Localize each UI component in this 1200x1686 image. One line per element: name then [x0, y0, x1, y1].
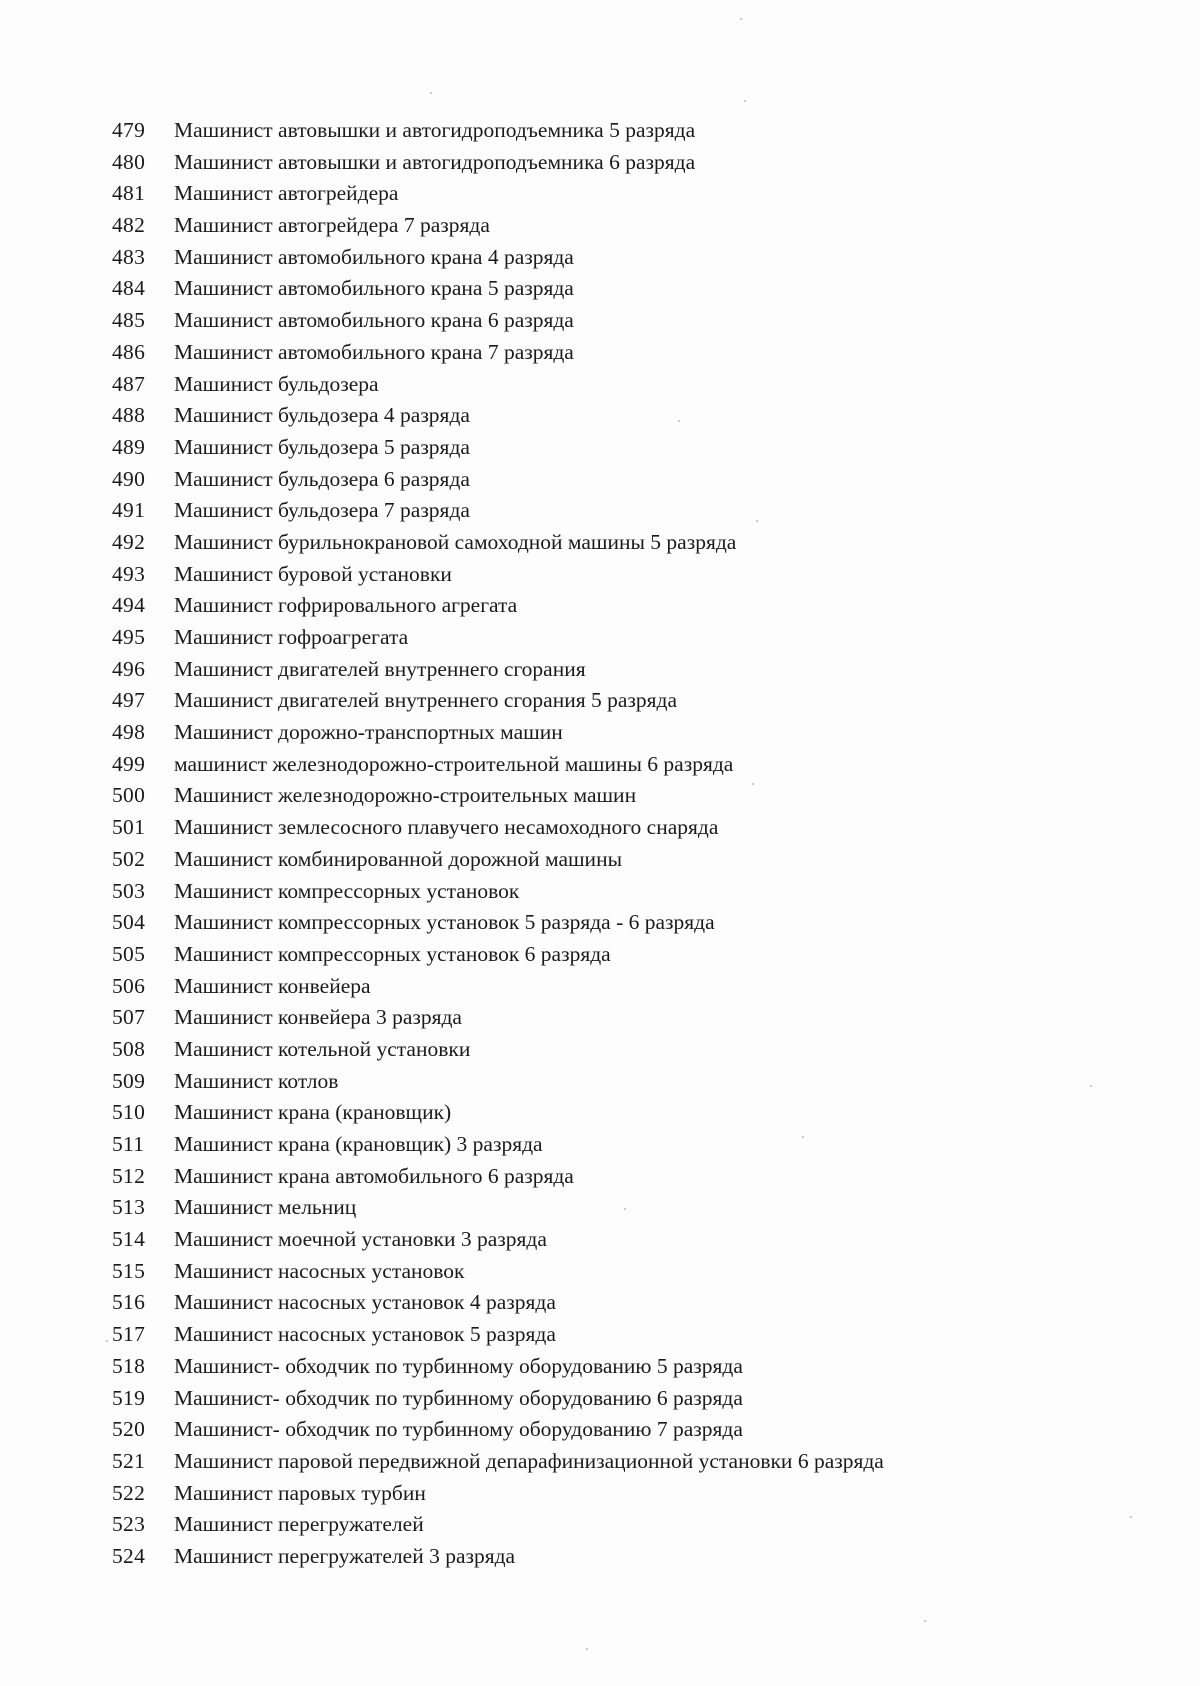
row-number: 514 [112, 1227, 146, 1252]
row-title: Машинист бульдозера 4 разряда [174, 403, 470, 428]
row-title: Машинист компрессорных установок 6 разряда [174, 941, 611, 966]
row-number: 524 [112, 1543, 146, 1568]
list-item [112, 876, 1152, 908]
row-number: 496 [112, 656, 146, 681]
row-title: Машинист насосных установок [174, 1258, 465, 1283]
scan-speck [678, 420, 680, 422]
scan-speck [586, 1648, 588, 1650]
row-title: Машинист автомобильного крана 4 разряда [174, 244, 574, 269]
list-item [112, 1414, 1152, 1446]
row-number: 522 [112, 1480, 146, 1505]
row-number: 481 [112, 181, 146, 206]
row-title: Машинист автовышки и автогидроподъемника 5 разряда [174, 118, 696, 142]
list-item [112, 939, 1152, 971]
list-item [112, 1161, 1152, 1193]
row-number: 482 [112, 213, 146, 238]
row-title: Машинист двигателей внутреннего сгорания 5 разряда [174, 688, 678, 713]
scan-speck [802, 1136, 804, 1138]
list-item [112, 844, 1152, 876]
scan-speck [740, 18, 742, 20]
row-number: 513 [112, 1195, 146, 1220]
list-item [112, 559, 1152, 591]
row-number: 497 [112, 688, 146, 713]
profession-list [112, 115, 1152, 1573]
row-title: Машинист бурильнокрановой самоходной машины 5 разряда [174, 529, 737, 554]
row-number: 499 [112, 751, 146, 776]
row-number: 515 [112, 1258, 146, 1283]
scan-speck [756, 520, 758, 522]
list-item [112, 1383, 1152, 1415]
list-item [112, 1319, 1152, 1351]
row-title: Машинист бульдозера 6 разряда [174, 466, 470, 491]
row-number: 489 [112, 434, 146, 459]
list-item [112, 812, 1152, 844]
row-title: Машинист котельной установки [174, 1036, 471, 1061]
row-number: 523 [112, 1512, 146, 1537]
list-item [112, 1351, 1152, 1383]
row-title: Машинист крана (крановщик) [174, 1100, 452, 1125]
row-number: 506 [112, 973, 146, 998]
row-number: 500 [112, 783, 146, 808]
row-title: Машинист насосных установок 5 разряда [174, 1322, 556, 1347]
row-number: 485 [112, 308, 146, 333]
list-item [112, 1509, 1152, 1541]
row-title: Машинист конвейера 3 разряда [174, 1005, 462, 1030]
list-item [112, 1287, 1152, 1319]
row-title: Машинист железнодорожно-строительных машин [174, 783, 637, 808]
row-number: 483 [112, 244, 146, 269]
list-item [112, 1129, 1152, 1161]
list-item [112, 654, 1152, 686]
scan-speck [430, 92, 432, 94]
scan-speck [924, 1620, 926, 1622]
row-title: Машинист автомобильного крана 7 разряда [174, 339, 574, 364]
row-number: 480 [112, 149, 146, 174]
row-number: 516 [112, 1290, 146, 1315]
list-item [112, 717, 1152, 749]
list-item [112, 495, 1152, 527]
list-item [112, 1541, 1152, 1573]
scan-speck [752, 783, 754, 785]
list-item [112, 242, 1152, 274]
row-title: Машинист комбинированной дорожной машины [174, 846, 623, 871]
list-item [112, 273, 1152, 305]
list-item [112, 907, 1152, 939]
row-number: 487 [112, 371, 146, 396]
row-number: 508 [112, 1036, 146, 1061]
row-title: Машинист буровой установки [174, 561, 452, 586]
row-number: 519 [112, 1385, 146, 1410]
list-item [112, 210, 1152, 242]
list-item [112, 400, 1152, 432]
row-title: Машинист автогрейдера 7 разряда [174, 213, 490, 238]
list-item [112, 780, 1152, 812]
row-title: Машинист мельниц [174, 1195, 357, 1220]
row-title: Машинист конвейера [174, 973, 371, 998]
row-number: 495 [112, 625, 146, 649]
list-item [112, 1224, 1152, 1256]
row-title: Машинист перегружателей [174, 1512, 424, 1537]
row-title: Машинист крана автомобильного 6 разряда [174, 1163, 574, 1188]
list-item [112, 590, 1152, 622]
row-number: 517 [112, 1322, 146, 1347]
scan-speck [1090, 1085, 1092, 1087]
row-number: 503 [112, 878, 146, 903]
scan-speck [106, 1340, 108, 1342]
row-title: Машинист дорожно-транспортных машин [174, 720, 563, 745]
row-number: 491 [112, 498, 146, 523]
row-title: Машинист бульдозера 5 разряда [174, 434, 470, 459]
row-number: 492 [112, 529, 146, 554]
list-item [112, 1446, 1152, 1478]
row-title: Машинист автомобильного крана 5 разряда [174, 276, 574, 301]
row-title: Машинист насосных установок 4 разряда [174, 1290, 556, 1315]
row-title: Машинист гофрировального агрегата [174, 593, 518, 618]
scan-speck [744, 100, 746, 102]
list-item [112, 178, 1152, 210]
list-item [112, 527, 1152, 559]
row-title: Машинист крана (крановщик) 3 разряда [174, 1132, 543, 1156]
row-title: машинист железнодорожно-строительной машины 6 разряда [174, 751, 734, 776]
list-item [112, 464, 1152, 496]
row-title: Машинист- обходчик по турбинному оборудованию 7 разряда [174, 1417, 743, 1442]
row-number: 494 [112, 593, 146, 618]
list-item [112, 115, 1152, 147]
row-number: 507 [112, 1005, 146, 1030]
row-number: 488 [112, 403, 146, 428]
row-number: 510 [112, 1100, 146, 1125]
row-title: Машинист- обходчик по турбинному оборудованию 5 разряда [174, 1353, 743, 1378]
list-item [112, 1192, 1152, 1224]
list-item [112, 685, 1152, 717]
row-number: 520 [112, 1417, 146, 1442]
row-title: Машинист бульдозера [174, 371, 379, 396]
row-number: 512 [112, 1163, 146, 1188]
list-item [112, 622, 1152, 654]
row-title: Машинист двигателей внутреннего сгорания [174, 656, 586, 681]
row-number: 498 [112, 720, 146, 745]
row-title: Машинист- обходчик по турбинному оборудованию 6 разряда [174, 1385, 743, 1410]
row-title: Машинист гофроагрегата [174, 625, 409, 649]
row-title: Машинист паровых турбин [174, 1480, 426, 1505]
row-title: Машинист бульдозера 7 разряда [174, 498, 470, 523]
row-title: Машинист моечной установки 3 разряда [174, 1227, 547, 1252]
list-item [112, 1002, 1152, 1034]
row-title: Машинист котлов [174, 1068, 339, 1093]
row-number: 511 [112, 1132, 145, 1156]
list-item [112, 305, 1152, 337]
row-title: Машинист землесосного плавучего несамоходного снаряда [174, 815, 719, 840]
list-item [112, 369, 1152, 401]
list-item [112, 432, 1152, 464]
list-item [112, 749, 1152, 781]
row-title: Машинист автовышки и автогидроподъемника 6 разряда [174, 149, 696, 174]
row-number: 521 [112, 1448, 146, 1473]
row-number: 493 [112, 561, 146, 586]
list-item [112, 1478, 1152, 1510]
list-item [112, 1097, 1152, 1129]
row-title: Машинист паровой передвижной депарафинизационной установки 6 разряда [174, 1448, 884, 1473]
row-number: 518 [112, 1353, 146, 1378]
row-number: 486 [112, 339, 146, 364]
row-number: 490 [112, 466, 146, 491]
scan-speck [1130, 1516, 1132, 1518]
list-item [112, 337, 1152, 369]
list-item [112, 1034, 1152, 1066]
row-title: Машинист автогрейдера [174, 181, 399, 206]
row-title: Машинист автомобильного крана 6 разряда [174, 308, 574, 333]
row-number: 502 [112, 846, 146, 871]
row-title: Машинист перегружателей 3 разряда [174, 1543, 516, 1568]
row-number: 505 [112, 941, 146, 966]
row-number: 484 [112, 276, 146, 301]
row-number: 479 [112, 118, 146, 142]
scan-speck [624, 1208, 626, 1210]
list-item [112, 1066, 1152, 1098]
row-title: Машинист компрессорных установок 5 разряда - 6 разряда [174, 910, 715, 935]
row-number: 501 [112, 815, 146, 840]
row-number: 509 [112, 1068, 146, 1093]
list-item [112, 1256, 1152, 1288]
row-number: 504 [112, 910, 146, 935]
list-item [112, 147, 1152, 179]
list-item [112, 971, 1152, 1003]
row-title: Машинист компрессорных установок [174, 878, 520, 903]
